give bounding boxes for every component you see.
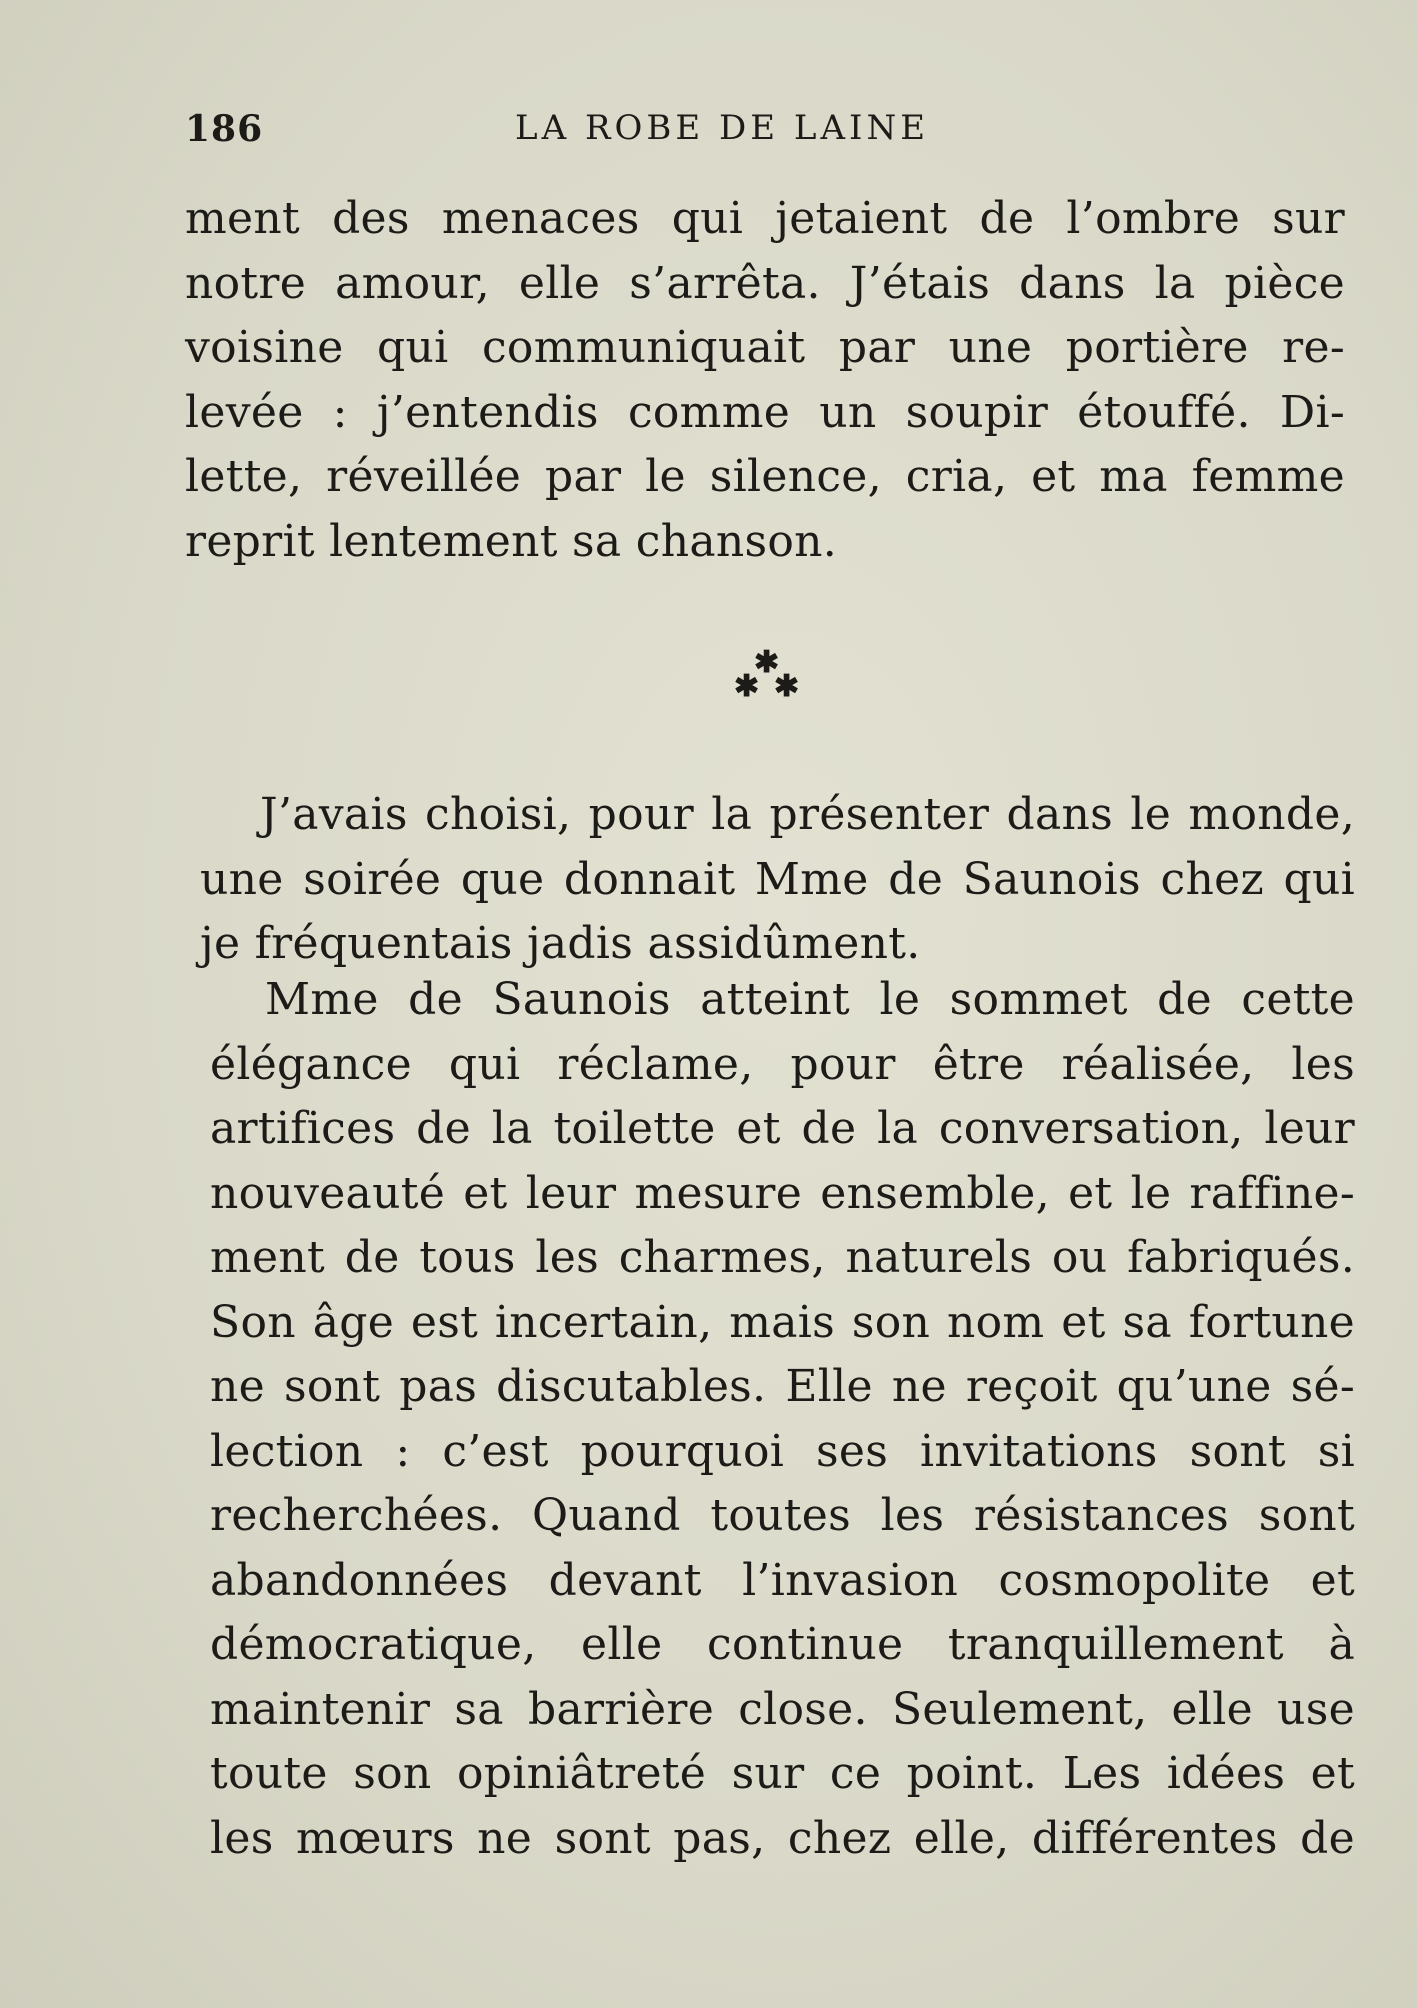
text-line: élégance qui réclame, pour être réalisée, les — [210, 1038, 1355, 1090]
text-line: démocratique, elle continue tranquillement à — [210, 1619, 1355, 1670]
text-line: Mme de Saunois atteint le sommet de cette — [265, 974, 1355, 1025]
text-line: ment de tous les charmes, naturels ou fabriqués. — [210, 1232, 1355, 1283]
asterism-star-icon: ✱ — [774, 669, 800, 704]
running-title: LA ROBE DE LAINE — [515, 108, 930, 148]
text-line: ne sont pas discutables. Elle ne reçoit qu’une sé- — [210, 1361, 1355, 1412]
page-number: 186 — [185, 108, 264, 150]
asterism-star-icon: ✱ — [754, 645, 780, 680]
paragraph-1 — [185, 187, 1345, 574]
text-line: Son âge est incertain, mais son nom et sa fortune — [210, 1296, 1355, 1348]
text-line: une soirée que donnait Mme de Saunois chez qui — [200, 853, 1355, 905]
asterism-star-icon: ✱ — [734, 669, 760, 704]
text-line: lection : c’est pourquoi ses invitations sont si — [210, 1425, 1355, 1477]
text-line: ment des menaces qui jetaient de l’ombre sur — [185, 193, 1345, 244]
running-head — [185, 108, 1355, 158]
text-line: reprit lentement sa chanson. — [185, 515, 838, 567]
text-line: recherchées. Quand toutes les résistances sont — [210, 1490, 1355, 1541]
asterism-ornament — [734, 645, 800, 708]
text-line: maintenir sa barrière close. Seulement, elle use — [210, 1683, 1355, 1735]
paragraph-3 — [210, 968, 1355, 1871]
text-line: toute son opiniâtreté sur ce point. Les idées et — [210, 1748, 1355, 1799]
text-line: J’avais choisi, pour la présenter dans le monde, — [260, 789, 1355, 840]
text-line: les mœurs ne sont pas, chez elle, différentes de — [210, 1812, 1355, 1864]
text-line: abandonnées devant l’invasion cosmopolite et — [210, 1554, 1355, 1606]
text-line: voisine qui communiquait par une portière re- — [185, 322, 1345, 373]
paragraph-2 — [200, 783, 1355, 977]
text-line: artifices de la toilette et de la conversation, leur — [210, 1103, 1355, 1154]
text-line: lette, réveillée par le silence, cria, et ma femme — [185, 451, 1345, 502]
text-line: je fréquentais jadis assidûment. — [200, 918, 921, 969]
text-line: nouveauté et leur mesure ensemble, et le raffine- — [210, 1167, 1355, 1219]
text-line: levée : j’entendis comme un soupir étouffé. Di- — [185, 386, 1345, 438]
text-line: notre amour, elle s’arrêta. J’étais dans la pièce — [185, 257, 1345, 309]
